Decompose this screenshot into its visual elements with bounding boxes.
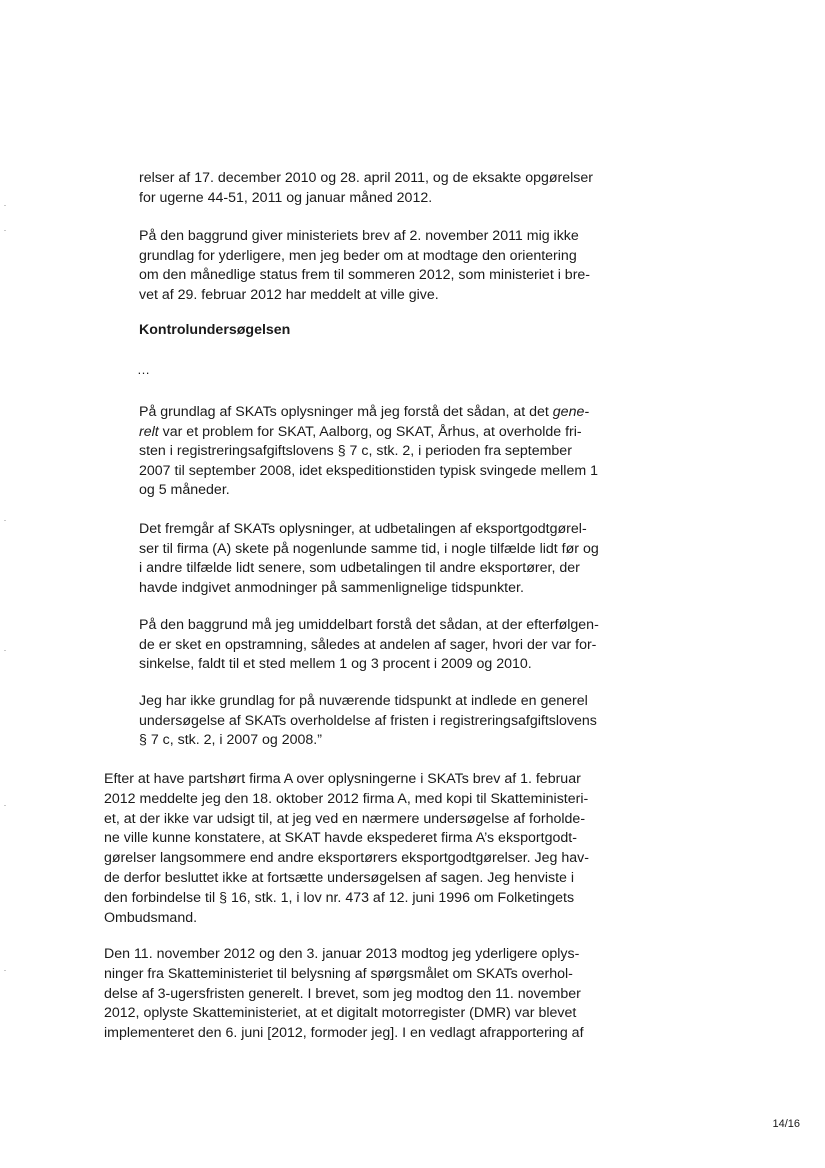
text-line: undersøgelse af SKATs overholdelse af fristen i registreringsafgiftslovens xyxy=(139,712,597,729)
page-number: 14/16 xyxy=(772,1118,800,1130)
quote-paragraph-1 xyxy=(139,169,599,208)
omission-ellipsis: … xyxy=(137,362,151,377)
text-segment: var et problem for SKAT, Aalborg, og SKAT, Århus, at overholde fri- xyxy=(158,423,582,440)
text-line: et, at der ikke var udsigt til, at jeg ved en nærmere undersøgelse af forholde- xyxy=(104,810,586,827)
text-line: Efter at have partshørt firma A over oplysningerne i SKATs brev af 1. februar xyxy=(104,771,581,787)
text-line: den forbindelse til § 16, stk. 1, i lov nr. 473 af 12. juni 1996 om Folketingets xyxy=(104,889,575,906)
quote-paragraph-5 xyxy=(139,616,599,675)
text-line: gørelser langsommere end andre eksportørers eksportgodtgørelser. Jeg hav- xyxy=(104,850,589,867)
text-line xyxy=(139,403,599,423)
text-line: relser af 17. december 2010 og 28. april 2011, og de eksakte opgørelser xyxy=(139,170,594,186)
text-line: 2012, oplyste Skatteministeriet, at et digitalt motorregister (DMR) var blevet xyxy=(104,1005,577,1022)
emphasis-text: relt xyxy=(139,423,159,440)
text-line: Det fremgår af SKATs oplysninger, at udbetalingen af eksportgodtgørel- xyxy=(139,521,587,537)
text-line: og 5 måneder. xyxy=(139,482,230,499)
quote-paragraph-2 xyxy=(139,227,599,305)
text-line: ninger fra Skatteministeriet til belysning af spørgsmålet om SKATs overhol- xyxy=(104,965,573,982)
text-line: Jeg har ikke grundlag for på nuværende tidspunkt at indlede en generel xyxy=(139,693,588,709)
text-line: ser til firma (A) skete på nogenlunde samme tid, i nogle tilfælde lidt før og xyxy=(139,540,599,557)
text-line: sinkelse, faldt til et sted mellem 1 og 3 procent i 2009 og 2010. xyxy=(139,656,532,673)
text-line: § 7 c, stk. 2, i 2007 og 2008.” xyxy=(139,732,322,749)
scan-mark xyxy=(4,970,6,971)
text-line: vet af 29. februar 2012 har meddelt at ville give. xyxy=(139,286,439,303)
text-line: Den 11. november 2012 og den 3. januar 2013 modtog jeg yderligere oplys- xyxy=(104,946,580,962)
text-line: sten i registreringsafgiftslovens § 7 c, stk. 2, i perioden fra september xyxy=(139,443,572,460)
text-line: Ombudsmand. xyxy=(104,909,198,926)
text-line: de er sket en opstramning, således at andelen af sager, hvori der var for- xyxy=(139,636,597,653)
scan-mark xyxy=(4,520,6,521)
text-line: om den månedlige status frem til sommeren 2012, som ministeriet i bre- xyxy=(139,267,591,284)
text-line: havde indgivet anmodninger på sammenlignelige tidspunkter. xyxy=(139,579,524,596)
text-line: 2012 meddelte jeg den 18. oktober 2012 firma A, med kopi til Skatteministeri- xyxy=(104,790,589,807)
quote-paragraph-4 xyxy=(139,520,599,598)
text-line xyxy=(139,423,599,443)
scan-mark xyxy=(4,650,6,651)
body-paragraph-8 xyxy=(104,945,594,1044)
text-line: ne ville kunne konstatere, at SKAT havde ekspederet firma A’s eksportgodt- xyxy=(104,830,577,847)
quote-paragraph-6 xyxy=(139,692,599,751)
scan-mark xyxy=(4,805,6,806)
text-line: 2007 til september 2008, idet ekspeditionstiden typisk svingede mellem 1 xyxy=(139,462,598,479)
text-line: På den baggrund må jeg umiddelbart forstå det sådan, at der efterfølgen- xyxy=(139,617,599,633)
text-line: i andre tilfælde lidt senere, som udbetalingen til andre eksportører, der xyxy=(139,560,580,577)
scan-mark xyxy=(4,205,6,206)
body-paragraph-7 xyxy=(104,770,594,928)
text-line: implementeret den 6. juni [2012, formoder jeg]. I en vedlagt afrapportering af xyxy=(104,1025,584,1042)
text-line: grundlag for yderligere, men jeg beder om at modtage den orientering xyxy=(139,247,577,264)
section-heading: Kontrolundersøgelsen xyxy=(139,322,291,338)
text-line: for ugerne 44-51, 2011 og januar måned 2012. xyxy=(139,189,433,206)
text-line: På den baggrund giver ministeriets brev af 2. november 2011 mig ikke xyxy=(139,228,579,244)
text-line: de derfor besluttet ikke at fortsætte undersøgelsen af sagen. Jeg henviste i xyxy=(104,869,575,886)
quote-paragraph-3 xyxy=(139,403,599,501)
scan-mark xyxy=(4,230,6,231)
emphasis-text: gene- xyxy=(552,404,590,420)
text-line: delse af 3-ugersfristen generelt. I brevet, som jeg modtog den 11. november xyxy=(104,985,581,1002)
text-segment: På grundlag af SKATs oplysninger må jeg forstå det sådan, at det xyxy=(139,404,553,420)
